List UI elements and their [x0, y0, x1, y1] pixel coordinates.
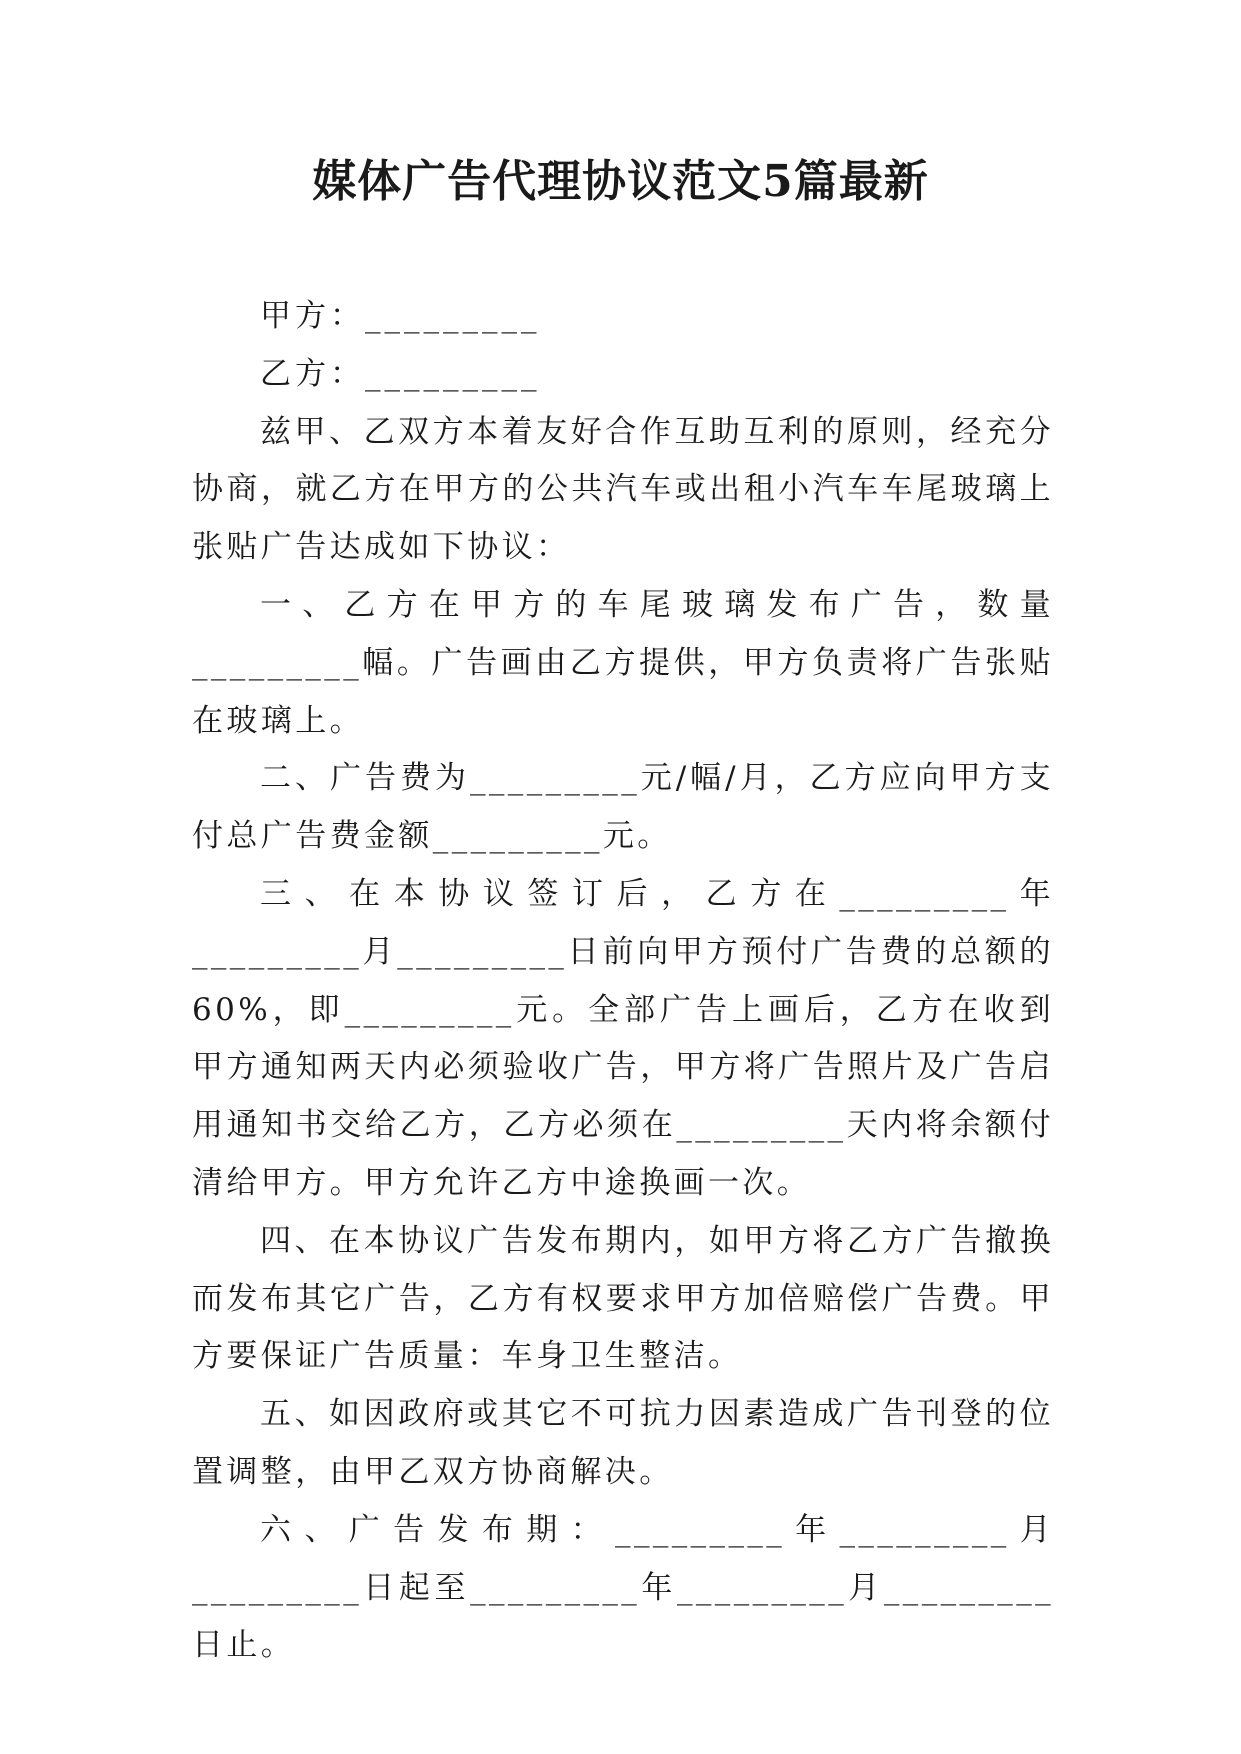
clause-4-paragraph: 四、在本协议广告发布期内，如甲方将乙方广告撤换而发布其它广告，乙方有权要求甲方加倍赔偿广告费。甲方要保证广告质量：车身卫生整洁。: [192, 1222, 1054, 1375]
clause-5-paragraph: 五、如因政府或其它不可抗力因素造成广告刊登的位置调整，由甲乙双方协商解决。: [192, 1396, 1054, 1490]
clause-3-paragraph: 三、在本协议签订后，乙方在_________年_________月_________日前向甲方预付广告费的总额的60%，即_________元。全部广告上画后，乙方在收到甲方通知两天内必须验收广告，甲方将广告照片及广告启用通知书交给乙方，乙方必须在_________天内将余额付清给甲方。甲方允许乙方中途换画一次。: [192, 875, 1054, 1201]
document-body: [192, 288, 1054, 1675]
party-b-line: 乙方：_________: [260, 355, 541, 392]
document-title: 媒体广告代理协议范文5篇最新: [312, 156, 929, 207]
clause-6-paragraph: 六、广告发布期：_________年_________月_________日起至_________年_________月_________日止。: [192, 1511, 1054, 1664]
clause-2-paragraph: 二、广告费为_________元/幅/月，乙方应向甲方支付总广告费金额_________元。: [192, 760, 1054, 855]
preamble-paragraph: 兹甲、乙双方本着友好合作互助互利的原则，经充分协商，就乙方在甲方的公共汽车或出租小汽车车尾玻璃上张贴广告达成如下协议：: [192, 413, 1054, 566]
clause-1-paragraph: 一、乙方在甲方的车尾玻璃发布广告，数量_________幅。广告画由乙方提供，甲方负责将广告张贴在玻璃上。: [192, 586, 1054, 739]
party-a-line: 甲方：_________: [260, 298, 541, 334]
